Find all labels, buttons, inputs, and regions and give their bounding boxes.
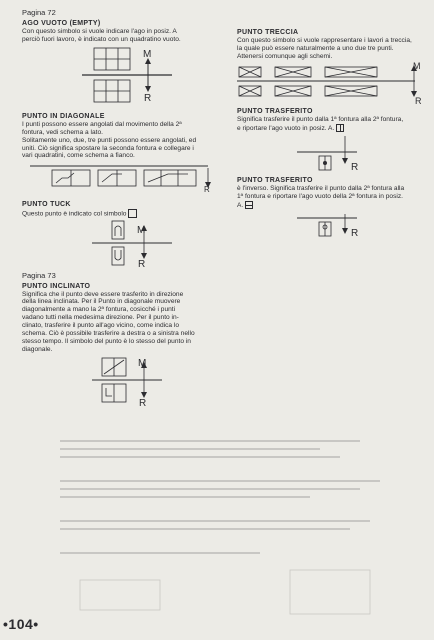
tuck-symbol-icon bbox=[128, 209, 137, 218]
ago-vuoto-line-1: Con questo simbolo si vuole indicare l'ago in posiz. A bbox=[22, 28, 177, 35]
m-label-2: M bbox=[137, 224, 146, 236]
inclinato-line-8: diagonale. bbox=[22, 345, 53, 353]
diagonale-line-4: uniti. Ciò significa spostare la seconda fontura e collegare i bbox=[22, 144, 194, 152]
trasferito-1-heading: PUNTO TRASFERITO bbox=[237, 107, 313, 115]
m-label-4: M bbox=[413, 60, 421, 71]
transfer-reverse-icon bbox=[245, 201, 253, 209]
m-label: M bbox=[143, 48, 152, 60]
section-diagonale bbox=[22, 112, 227, 161]
inclinato-line-2: della linea inclinata. Per il Punto in diagonale muovere bbox=[22, 298, 181, 306]
inclinato-line-7: stesso tempo. Il simbolo del punto è lo stesso del punto in bbox=[22, 337, 191, 345]
r-label-4: R bbox=[139, 397, 147, 406]
ago-vuoto-diagram bbox=[22, 44, 227, 108]
trasferito-2-heading: PUNTO TRASFERITO bbox=[237, 177, 313, 185]
left-column bbox=[22, 8, 227, 406]
section-ago-vuoto bbox=[22, 19, 227, 44]
treccia-line-3: Attenersi comunque agli schemi. bbox=[237, 52, 333, 60]
r-label-3: R bbox=[138, 258, 146, 267]
r-label-5: R bbox=[415, 95, 422, 105]
diagonale-heading: PUNTO IN DIAGONALE bbox=[22, 112, 105, 120]
inclinato-line-5: clinato, trasferire il punto all'ago vicino, come indica lo bbox=[22, 322, 180, 330]
trasferito-2-line-1: è l'inverso. Significa trasferire il punto dalla 2ª fontura alla bbox=[237, 185, 405, 193]
ago-vuoto-line-2: perciò fuori lavoro, è indicato con un quadratino vuoto. bbox=[22, 35, 181, 43]
right-column bbox=[237, 28, 427, 244]
trasferito-2-text: A. bbox=[237, 201, 244, 209]
inclinato-line-6: schema. Ciò è possibile trasferire a destra o a sinistra nello bbox=[22, 330, 195, 338]
page-73-label: Pagina 73 bbox=[22, 270, 56, 280]
section-tuck bbox=[22, 200, 227, 218]
r-label-7: R bbox=[351, 227, 359, 239]
tuck-diagram bbox=[22, 219, 227, 267]
diagonale-line-2: fontura, vedi schema a lato. bbox=[22, 128, 104, 136]
section-trasferito-1 bbox=[237, 107, 427, 133]
treccia-heading: PUNTO TRECCIA bbox=[237, 29, 299, 36]
section-treccia bbox=[237, 28, 427, 61]
trasferito-2-diagram bbox=[237, 210, 427, 244]
r-label: R bbox=[144, 92, 152, 104]
tuck-line-1 bbox=[22, 209, 227, 218]
page-number: •104• bbox=[3, 616, 39, 632]
inclinato-heading: PUNTO INCLINATO bbox=[22, 282, 91, 290]
trasferito-1-text: e riportare l'ago vuoto in posiz. A. bbox=[237, 124, 335, 132]
trasferito-2-line-3 bbox=[237, 201, 427, 210]
tuck-heading: PUNTO TUCK bbox=[22, 201, 71, 209]
diagonale-line-1: I punti possono essere angolati dal movimento della 2ª bbox=[22, 120, 182, 128]
section-inclinato bbox=[22, 282, 227, 354]
treccia-diagram bbox=[237, 61, 427, 105]
treccia-line-2: la quale può essere naturalmente a uno due tre punti. bbox=[237, 44, 394, 52]
show-through-texture bbox=[40, 440, 410, 620]
inclinato-line-4: vadano tutti nella medesima direzione. Per il punto in- bbox=[22, 314, 179, 322]
trasferito-2-line-2: 1ª fontura e riportare l'ago vuoto della 2ª fontura in posiz. bbox=[237, 193, 403, 201]
r-label-2: R bbox=[204, 185, 210, 195]
trasferito-1-line-2 bbox=[237, 124, 427, 133]
trasferito-1-line-1: Significa trasferire il punto dalla 1ª fontura alla 2ª fontura, bbox=[237, 115, 404, 123]
tuck-text: Questo punto è indicato col simbolo bbox=[22, 210, 127, 218]
treccia-line-1: Con questo simbolo si vuole rappresentare i lavori a treccia, bbox=[237, 37, 412, 44]
m-label-3: M bbox=[138, 357, 147, 369]
trasferito-1-diagram bbox=[237, 132, 427, 174]
ago-vuoto-heading: AGO VUOTO (EMPTY) bbox=[22, 20, 101, 27]
diagonale-line-5: vari quadratini, come schema a fianco. bbox=[22, 152, 135, 160]
diagonale-line-3: Solitamente uno, due, tre punti possono essere angolati, ed bbox=[22, 136, 197, 144]
r-label-6: R bbox=[351, 162, 359, 174]
diagonale-diagram bbox=[22, 160, 227, 194]
inclinato-line-3: diagonalmente a mano la 2ª fontura, cosicché i punti bbox=[22, 306, 176, 314]
section-trasferito-2 bbox=[237, 176, 427, 209]
page-72-label: Pagina 72 bbox=[22, 8, 56, 17]
inclinato-line-1: Significa che il punto deve essere trasferito in direzione bbox=[22, 290, 184, 298]
inclinato-diagram bbox=[22, 354, 227, 406]
transfer-symbol-icon bbox=[336, 124, 344, 132]
